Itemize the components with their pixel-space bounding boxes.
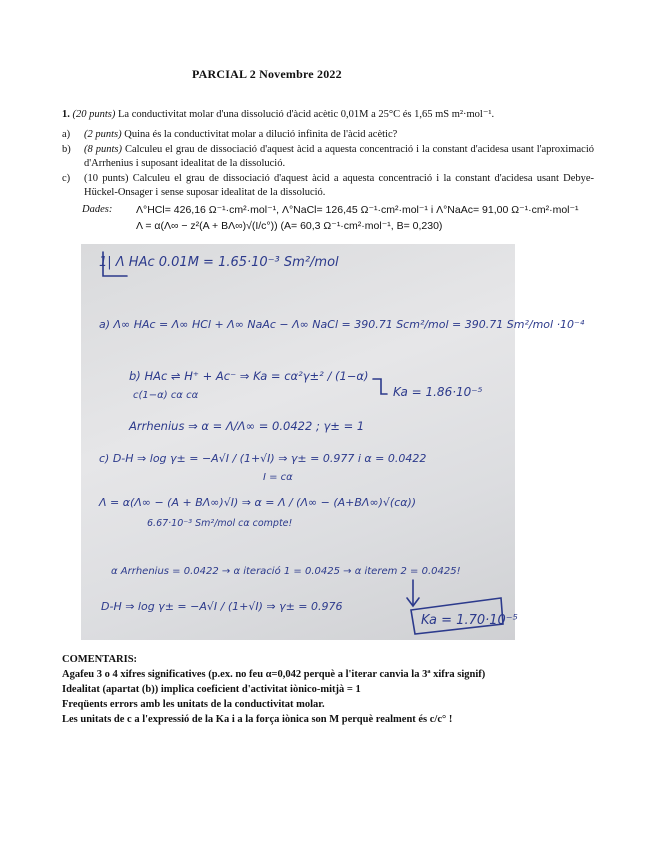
hw-line-8b: Ka = 1.70·10⁻⁵ xyxy=(421,613,518,628)
hw-line-4: Arrhenius ⇒ α = Λ/Λ∞ = 0.0422 ; γ± = 1 xyxy=(129,419,365,433)
handwritten-solution-photo xyxy=(81,244,585,640)
comment-line: Idealitat (apartat (b)) implica coeficient d'activitat iònico-mitjà = 1 xyxy=(62,684,361,695)
page-title: PARCIAL 2 Novembre 2022 xyxy=(192,67,342,81)
part-b-points: (8 punts) xyxy=(84,144,122,155)
comments-section xyxy=(62,652,485,727)
hw-line-6b: 6.67·10⁻³ Sm²/mol cα compte! xyxy=(147,518,293,529)
hw-line-3: b) HAc ⇌ H⁺ + Ac⁻ ⇒ Ka = cα²γ±² / (1−α) xyxy=(129,369,369,383)
hw-line-6: Λ = α(Λ∞ − (A + BΛ∞)√I) ⇒ α = Λ / (Λ∞ − (A+BΛ∞)√(cα)) xyxy=(99,496,417,509)
comment-line: Agafeu 3 o 4 xifres significatives (p.ex. no feu α=0,042 perquè a l'iterar canvia la 3ª xifra signif) xyxy=(62,669,486,680)
dades-line-1: Λ°HCl= 426,16 Ω⁻¹·cm²·mol⁻¹, Λ°NaCl= 126,45 Ω⁻¹·cm²·mol⁻¹ i Λ°NaAc= 91,00 Ω⁻¹·cm²·mol⁻¹ xyxy=(136,204,579,216)
comment-line: Les unitats de c a l'expressió de la Ka i a la força iònica son M perquè realment és c/c° ! xyxy=(62,714,453,725)
question-text: La conductivitat molar d'una dissolució d'àcid acètic 0,01M a 25°C és 1,65 mS m²·mol⁻¹. xyxy=(118,109,495,120)
question-statement xyxy=(62,108,622,122)
part-c xyxy=(62,172,595,200)
part-a xyxy=(62,128,592,142)
hw-line-1: 1| Λ HAc 0.01M = 1.65·10⁻³ Sm²/mol xyxy=(99,255,339,270)
dades-label: Dades: xyxy=(82,204,113,215)
part-b-label: b) xyxy=(62,144,71,155)
hw-arrow-1 xyxy=(373,379,387,394)
hw-line-3b: c(1−α) cα cα xyxy=(133,390,199,401)
comments-heading: COMENTARIS: xyxy=(62,654,138,665)
dades-line-2: Λ = α(Λ∞ − z²(A + BΛ∞)√(I/c°)) (A= 60,3 Ω⁻¹·cm²·mol⁻¹, B= 0,230) xyxy=(136,220,443,232)
part-c-label: c) xyxy=(62,173,71,184)
hw-line-2: a) Λ∞ HAc = Λ∞ HCl + Λ∞ NaAc − Λ∞ NaCl = 390.71 Scm²/mol = 390.71 Sm²/mol ·10⁻⁴ xyxy=(99,318,585,331)
hw-line-8: D-H ⇒ log γ± = −A√I / (1+√I) ⇒ γ± = 0.976 xyxy=(101,600,343,613)
part-b xyxy=(62,143,595,171)
hw-line-3c: Ka = 1.86·10⁻⁵ xyxy=(393,385,483,399)
hw-line-5: c) D-H ⇒ log γ± = −A√I / (1+√I) ⇒ γ± = 0.977 i α = 0.0422 xyxy=(99,452,427,465)
part-a-label: a) xyxy=(62,129,71,140)
part-a-text: Quina és la conductivitat molar a dilució infinita de l'àcid acètic? xyxy=(124,129,398,140)
part-c-text: Calculeu el grau de dissociació d'aquest àcid a aquesta concentració i la constant d'acidesa usant Debye-Hückel-Onsager i sense suposar idealitat de la dissolució. xyxy=(84,173,595,198)
part-b-text: Calculeu el grau de dissociació d'aquest àcid a aquesta concentració i la constant d'acidesa usant l'aproximació d'Arrhenius i suposant idealitat de la dissolució. xyxy=(84,144,595,169)
hw-line-5b: I = cα xyxy=(263,472,293,483)
comment-line: Freqüents errors amb les unitats de la conductivitat molar. xyxy=(62,699,325,710)
question-points: (20 punts) xyxy=(72,109,116,120)
hw-line-7: α Arrhenius = 0.0422 → α iteració 1 = 0.0425 → α iterem 2 = 0.0425! xyxy=(111,566,461,577)
part-c-points: (10 punts) xyxy=(84,173,129,184)
question-number: 1. xyxy=(62,109,70,120)
part-a-points: (2 punts) xyxy=(84,129,122,140)
